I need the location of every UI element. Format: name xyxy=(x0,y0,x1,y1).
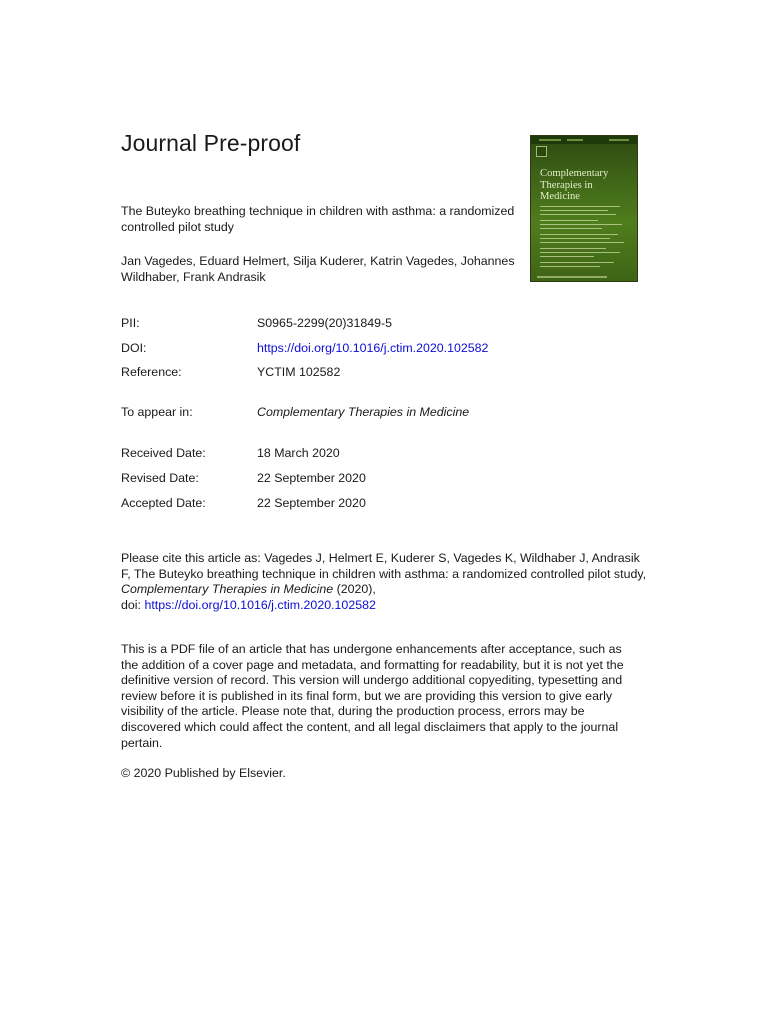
reference-value: YCTIM 102582 xyxy=(257,365,341,379)
citation-year: (2020), xyxy=(336,582,376,596)
pii-label: PII: xyxy=(121,316,140,330)
pii-value: S0965-2299(20)31849-5 xyxy=(257,316,393,330)
doi-link[interactable]: https://doi.org/10.1016/j.ctim.2020.102582 xyxy=(257,341,489,355)
cover-top-band xyxy=(531,136,637,144)
appear-in-label: To appear in: xyxy=(121,405,193,419)
citation-doi-link[interactable]: https://doi.org/10.1016/j.ctim.2020.102582 xyxy=(144,597,376,612)
copyright-notice: © 2020 Published by Elsevier. xyxy=(121,766,286,780)
revised-date-label: Revised Date: xyxy=(121,471,199,485)
doi-label: DOI: xyxy=(121,341,147,355)
citation-paragraph xyxy=(121,551,651,613)
journal-cover-image xyxy=(530,135,638,282)
article-authors: Jan Vagedes, Eduard Helmert, Silja Kuderer, Katrin Vagedes, Johannes Wildhaber, Frank Andrasik xyxy=(121,254,515,284)
elsevier-logo-icon xyxy=(536,146,547,157)
received-date-label: Received Date: xyxy=(121,446,206,460)
accepted-date-value: 22 September 2020 xyxy=(257,496,366,510)
cover-title-line: Medicine xyxy=(540,191,581,202)
reference-label: Reference: xyxy=(121,365,182,379)
pdf-disclaimer: This is a PDF file of an article that has undergone enhancements after acceptance, such as the addition of a cover page and metadata, and formatting for readability, but it is not yet the definitive version of record. This version will undergo additional copyediting, typesetting and review before it is published in its final form, but we are providing this version to give early visibility of the article. Please note that, during the production process, errors may be discovered which could affect the content, and all legal disclaimers that apply to the journal pertain. xyxy=(121,642,624,750)
appear-in-value: Complementary Therapies in Medicine xyxy=(257,405,470,419)
article-title: The Buteyko breathing technique in children with asthma: a randomized controlled pilot study xyxy=(121,204,515,234)
page-header-title: Journal Pre-proof xyxy=(121,130,301,156)
cover-title-line: Therapies in xyxy=(540,179,593,191)
citation-text: Please cite this article as: Vagedes J, Helmert E, Kuderer S, Vagedes K, Wildhaber J, Andrasik F, The Buteyko breathing technique in children with asthma: a randomized controlled pilot study, xyxy=(121,551,647,581)
received-date-value: 18 March 2020 xyxy=(257,446,340,460)
citation-doi-prefix: doi: xyxy=(121,597,141,612)
accepted-date-label: Accepted Date: xyxy=(121,496,206,510)
cover-journal-title xyxy=(540,168,636,203)
citation-journal: Complementary Therapies in Medicine xyxy=(121,582,334,596)
cover-title-line: Complementary xyxy=(540,168,609,179)
revised-date-value: 22 September 2020 xyxy=(257,471,366,485)
